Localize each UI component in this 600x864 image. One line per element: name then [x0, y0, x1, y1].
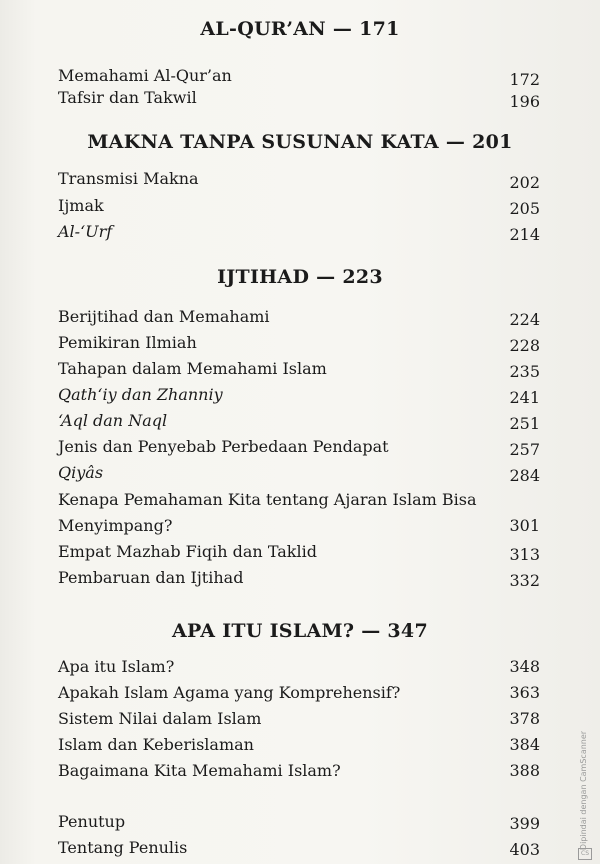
- toc-entry-title: ‘Aql dan Naql: [58, 411, 168, 430]
- toc-entry-page: 235: [509, 362, 540, 381]
- toc-entry: [58, 219, 540, 245]
- toc-entry: [58, 732, 540, 758]
- toc-entry-page: 224: [509, 310, 540, 329]
- toc-entry-title: Apa itu Islam?: [58, 657, 175, 676]
- watermark-text: Dipindai dengan CamScanner: [579, 730, 589, 850]
- toc-entry-title: Kenapa Pemahaman Kita tentang Ajaran Islam Bisa Menyimpang?: [58, 490, 477, 535]
- toc-entry-title: Al-‘Urf: [58, 222, 113, 241]
- toc-entry-title: Empat Mazhab Fiqih dan Taklid: [58, 542, 317, 561]
- toc-entry-page: 332: [509, 571, 540, 590]
- toc-entry-page: 363: [509, 683, 540, 702]
- toc-entry: [58, 382, 540, 408]
- toc-entry: [58, 487, 540, 539]
- toc-entry-title: Berijtihad dan Memahami: [58, 307, 270, 326]
- toc-entry-title: Sistem Nilai dalam Islam: [58, 709, 262, 728]
- toc-entry: [58, 565, 540, 591]
- toc-entry-page: 241: [509, 388, 540, 407]
- section-heading-apa-itu-islam: APA ITU ISLAM? — 347: [172, 620, 428, 642]
- toc-entry-title: Pembaruan dan Ijtihad: [58, 568, 244, 587]
- toc-entry-page: 301: [509, 516, 540, 535]
- toc-entry-page: 313: [509, 545, 540, 564]
- toc-entry-title: Penutup: [58, 812, 126, 831]
- toc-entry: [58, 434, 540, 460]
- toc-entry-page: 399: [509, 814, 540, 833]
- toc-entry: [58, 85, 540, 111]
- toc-entry-page: 228: [509, 336, 540, 355]
- toc-entry-page: 403: [509, 840, 540, 859]
- toc-entry-title: Pemikiran Ilmiah: [58, 333, 197, 352]
- toc-entry: [58, 835, 540, 861]
- toc-entry: [58, 356, 540, 382]
- section-heading-ijtihad: IJTIHAD — 223: [217, 266, 383, 288]
- toc-entry: [58, 166, 540, 192]
- scanner-watermark: [575, 730, 593, 857]
- toc-entry-title: Qath‘iy dan Zhanniy: [58, 385, 223, 404]
- toc-entry-page: 196: [509, 92, 540, 111]
- toc-entry-page: 378: [509, 709, 540, 728]
- toc-entry-title: Ijmak: [58, 196, 104, 215]
- toc-entry-page: 348: [509, 657, 540, 676]
- toc-entry-page: 214: [509, 225, 540, 244]
- toc-entry-title: Memahami Al-Qur’an: [58, 66, 232, 85]
- toc-entry-title: Tahapan dalam Memahami Islam: [58, 359, 327, 378]
- toc-entry-title: Qiyâs: [58, 463, 104, 482]
- toc-entry-title: Jenis dan Penyebab Perbedaan Pendapat: [58, 437, 389, 456]
- toc-entry-page: 202: [509, 173, 540, 192]
- toc-entry: [58, 330, 540, 356]
- toc-entry: [58, 680, 540, 706]
- toc-entry-page: 251: [509, 414, 540, 433]
- toc-entry-title: Bagaimana Kita Memahami Islam?: [58, 761, 341, 780]
- toc-entry-page: 257: [509, 440, 540, 459]
- camscanner-logo-icon: CS: [578, 848, 592, 860]
- toc-entry-title: Tentang Penulis: [58, 838, 188, 857]
- toc-entry: [58, 408, 540, 434]
- toc-entry-title: Islam dan Keberislaman: [58, 735, 254, 754]
- toc-entry: [58, 193, 540, 219]
- toc-entry-page: 172: [509, 70, 540, 89]
- toc-entry-page: 205: [509, 199, 540, 218]
- toc-entry-title: Transmisi Makna: [58, 169, 199, 188]
- toc-entry: [58, 758, 540, 784]
- toc-entry: [58, 539, 540, 565]
- toc-entry-page: 388: [509, 761, 540, 780]
- toc-entry: [58, 809, 540, 835]
- toc-entry: [58, 460, 540, 486]
- toc-entry-title: Tafsir dan Takwil: [58, 88, 197, 107]
- toc-entry-page: 384: [509, 735, 540, 754]
- toc-entry: [58, 654, 540, 680]
- section-heading-makna: MAKNA TANPA SUSUNAN KATA — 201: [87, 131, 513, 153]
- section-heading-al-quran: AL-QUR’AN — 171: [200, 18, 400, 40]
- toc-entry-title: Apakah Islam Agama yang Komprehensif?: [58, 683, 401, 702]
- toc-entry: [58, 304, 540, 330]
- toc-entry-page: 284: [509, 466, 540, 485]
- toc-entry: [58, 706, 540, 732]
